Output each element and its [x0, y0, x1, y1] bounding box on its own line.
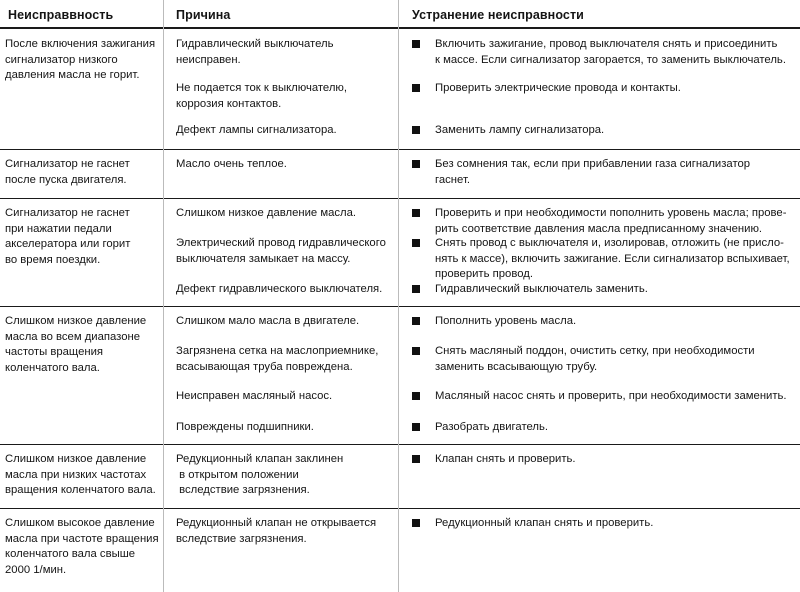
header-rule	[0, 27, 800, 29]
bullet-square-icon	[412, 239, 420, 247]
bullet-square-icon	[412, 285, 420, 293]
header-cause: Причина	[176, 8, 231, 22]
bullet-square-icon	[412, 317, 420, 325]
header-fault: Неисправвность	[8, 8, 114, 22]
cause-text: Повреждены подшипники.	[176, 421, 314, 433]
cause-text: Неисправен масляный насос.	[176, 390, 333, 402]
remedy-text: Заменить лампу сигнализатора.	[435, 124, 605, 136]
row-divider	[0, 149, 800, 150]
column-divider	[163, 0, 164, 592]
remedy-text: Пополнить уровень масла.	[435, 315, 577, 327]
fault-text: Слишком низкое давление масла во всем диапазоне частоты вращения коленчатого вала.	[5, 315, 147, 374]
column-divider	[398, 0, 399, 592]
header-remedy: Устранение неисправности	[412, 8, 584, 22]
fault-text: Сигнализатор не гаснет при нажатии педали акселератора или горит во время поездки.	[5, 207, 131, 266]
bullet-square-icon	[412, 347, 420, 355]
cause-text: Дефект лампы сигнализатора.	[176, 124, 337, 136]
remedy-text: Редукционный клапан снять и проверить.	[435, 517, 654, 529]
fault-text: После включения зажигания сигнализатор низкого давления масла не горит.	[5, 38, 156, 81]
remedy-text: Снять провод с выключателя и, изолировав, отложить (не присло- нять к массе), включить зажигание. Если сигнализатор вспыхивает, проверить провод.	[435, 237, 790, 280]
bullet-square-icon	[412, 84, 420, 92]
cause-text: Гидравлический выключатель неисправен.	[176, 38, 334, 66]
bullet-square-icon	[412, 392, 420, 400]
remedy-text: Гидравлический выключатель заменить.	[435, 283, 648, 295]
cause-text: Масло очень теплое.	[176, 158, 287, 170]
row-divider	[0, 508, 800, 509]
cause-text: Дефект гидравлического выключателя.	[176, 283, 383, 295]
row-divider	[0, 306, 800, 307]
bullet-square-icon	[412, 519, 420, 527]
fault-text: Слишком высокое давление масла при частоте вращения коленчатого вала свыше 2000 1/мин.	[5, 517, 159, 576]
cause-text: Слишком низкое давление масла.	[176, 207, 357, 219]
remedy-text: Проверить электрические провода и контакты.	[435, 82, 681, 94]
remedy-text: Разобрать двигатель.	[435, 421, 549, 433]
fault-text: Сигнализатор не гаснет после пуска двигателя.	[5, 158, 130, 186]
cause-text: Редукционный клапан не открывается вследствие загрязнения.	[176, 517, 377, 545]
bullet-square-icon	[412, 160, 420, 168]
cause-text: Электрический провод гидравлического выключателя замыкает на массу.	[176, 237, 386, 265]
bullet-square-icon	[412, 40, 420, 48]
row-divider	[0, 198, 800, 199]
remedy-text: Включить зажигание, провод выключателя снять и присоединить к массе. Если сигнализатор загорается, то заменить выключатель.	[435, 38, 786, 66]
fault-text: Слишком низкое давление масла при низких частотах вращения коленчатого вала.	[5, 453, 156, 496]
remedy-text: Клапан снять и проверить.	[435, 453, 576, 465]
bullet-square-icon	[412, 423, 420, 431]
cause-text: Слишком мало масла в двигателе.	[176, 315, 360, 327]
remedy-text: Проверить и при необходимости пополнить уровень масла; прове- рить соответствие давления масла предписанному значению.	[435, 207, 787, 235]
remedy-text: Без сомнения так, если при прибавлении газа сигнализатор гаснет.	[435, 158, 751, 186]
remedy-text: Масляный насос снять и проверить, при необходимости заменить.	[435, 390, 787, 402]
cause-text: Редукционный клапан заклинен в открытом положении вследствие загрязнения.	[176, 453, 344, 496]
cause-text: Не подается ток к выключателю, коррозия контактов.	[176, 82, 348, 110]
row-divider	[0, 444, 800, 445]
remedy-text: Снять масляный поддон, очистить сетку, при необходимости заменить всасывающую трубу.	[435, 345, 755, 373]
bullet-square-icon	[412, 126, 420, 134]
bullet-square-icon	[412, 455, 420, 463]
cause-text: Загрязнена сетка на маслоприемнике, всасывающая труба повреждена.	[176, 345, 379, 373]
bullet-square-icon	[412, 209, 420, 217]
